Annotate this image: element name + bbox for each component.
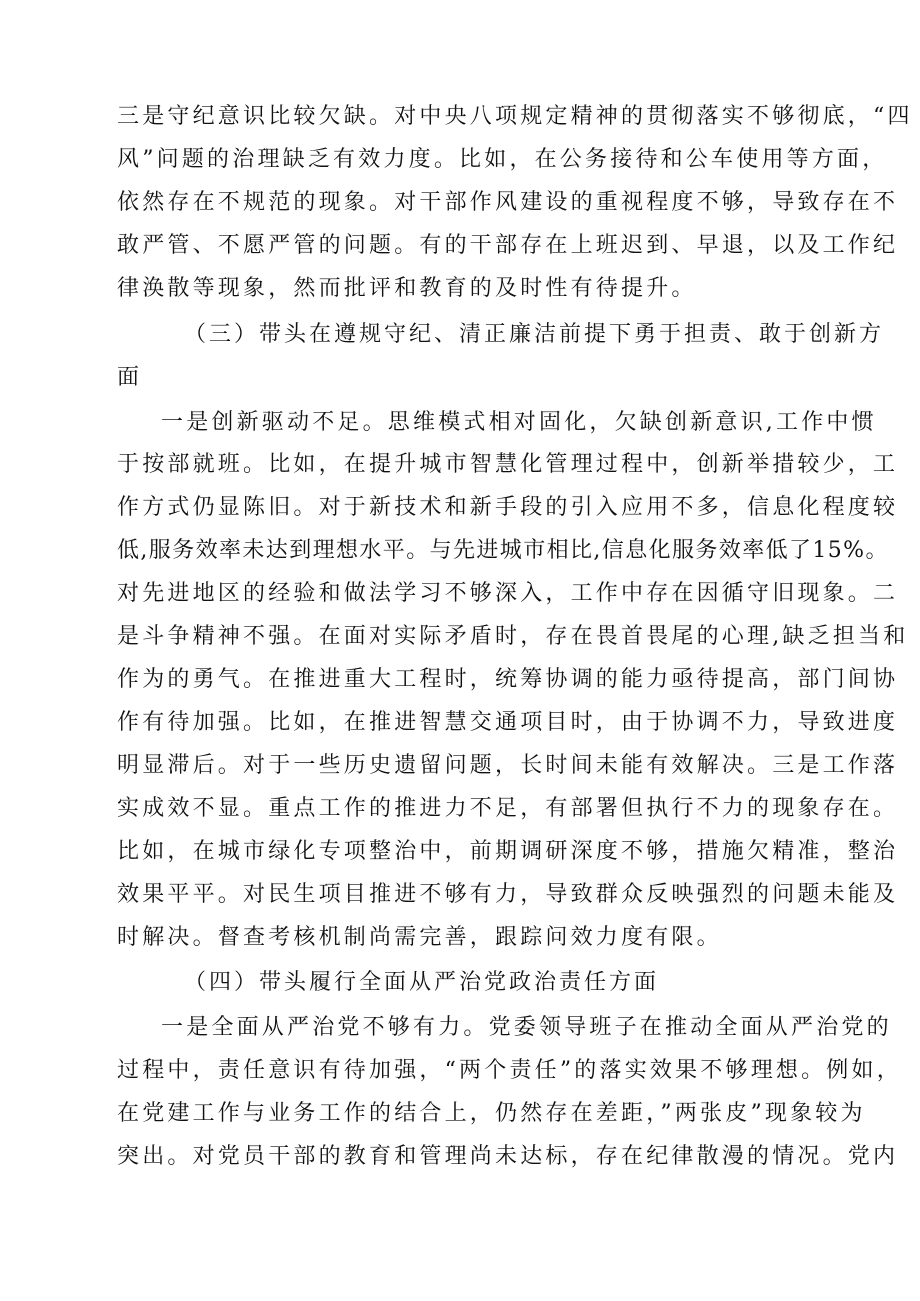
body-text-line: 敢严管、不愿严管的问题。有的干部存在上班迟到、早退，以及工作纪	[117, 233, 899, 258]
body-text-line: 在党建工作与业务工作的结合上，仍然存在差距，”两张皮”现象较为	[117, 1101, 866, 1126]
body-text-line: 低,服务效率未达到理想水平。与先进城市相比,信息化服务效率低了15%。	[117, 538, 889, 563]
body-text-line: 依然存在不规范的现象。对干部作风建设的重视程度不够，导致存在不	[117, 190, 899, 215]
body-text-line: 明显滞后。对于一些历史遗留问题，长时间未能有效解决。三是工作落	[117, 753, 899, 778]
body-text-line: 作有待加强。比如，在推进智慧交通项目时，由于协调不力，导致进度	[117, 710, 899, 735]
paragraph-first-line: 一是全面从严治党不够有力。党委领导班子在推动全面从严治党的	[161, 1015, 892, 1040]
body-text-line: 风”问题的治理缺乏有效力度。比如，在公务接待和公车使用等方面，	[117, 147, 888, 172]
body-text-line: 三是守纪意识比较欠缺。对中央八项规定精神的贯彻落实不够彻底，“四	[117, 104, 913, 129]
body-text-line: 比如，在城市绿化专项整治中，前期调研深度不够，措施欠精准，整治	[117, 839, 899, 864]
body-text-line: 律涣散等现象，然而批评和教育的及时性有待提升。	[117, 276, 697, 301]
section-heading-continued: 面	[117, 365, 143, 390]
body-text-line: 时解决。督查考核机制尚需完善，跟踪问效力度有限。	[117, 925, 722, 950]
body-text-line: 作方式仍显陈旧。对于新技术和新手段的引入应用不多，信息化程度较	[117, 495, 899, 520]
body-text-line: 对先进地区的经验和做法学习不够深入，工作中存在因循守旧现象。二	[117, 581, 899, 606]
body-text-line: 作为的勇气。在推进重大工程时，统筹协调的能力亟待提高，部门间协	[117, 667, 899, 692]
paragraph-first-line: 一是创新驱动不足。思维模式相对固化，欠缺创新意识,工作中惯	[161, 410, 877, 435]
body-text-line: 过程中，责任意识有待加强，“两个责任”的落实效果不够理想。例如，	[117, 1058, 902, 1083]
body-text-line: 效果平平。对民生项目推进不够有力，导致群众反映强烈的问题未能及	[117, 882, 899, 907]
body-text-line: 于按部就班。比如，在提升城市智慧化管理过程中，创新举措较少，工	[117, 452, 899, 477]
section-heading: （四）带头履行全面从严治党政治责任方面	[184, 970, 660, 995]
body-text-line: 突出。对党员干部的教育和管理尚未达标，存在纪律散漫的情况。党内	[117, 1144, 899, 1169]
body-text-line: 是斗争精神不强。在面对实际矛盾时，存在畏首畏尾的心理,缺乏担当和	[117, 624, 909, 649]
body-text-line: 实成效不显。重点工作的推进力不足，有部署但执行不力的现象存在。	[117, 796, 899, 821]
section-heading: （三）带头在遵规守纪、清正廉洁前提下勇于担责、敢于创新方	[184, 322, 885, 347]
